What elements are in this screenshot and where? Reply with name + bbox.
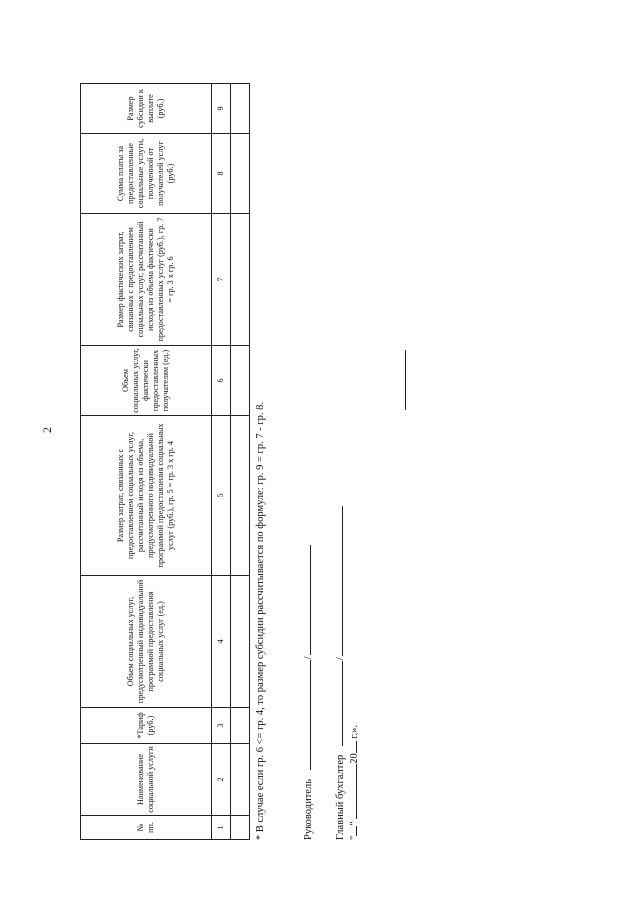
column-number-cell: 6	[212, 346, 231, 416]
table-row	[231, 84, 250, 840]
page-number: 2	[40, 427, 54, 433]
column-number-cell: 5	[212, 416, 231, 576]
table-cell	[231, 134, 250, 214]
header-cell-subsidy: Размер субсидии к выплате (руб.)	[81, 84, 212, 134]
director-slash: /	[303, 656, 314, 660]
column-number-cell: 4	[212, 576, 231, 708]
date-close-quote: "	[349, 821, 360, 826]
date-century: 20	[349, 753, 360, 764]
accountant-name-field	[332, 506, 343, 656]
date-day-field	[346, 826, 357, 836]
column-number-cell: 1	[212, 816, 231, 840]
date-suffix: г.».	[349, 725, 360, 739]
header-cell-actual-volume: Объем социальных услуг, фактически предоставленных получателям (ед.)	[81, 346, 212, 416]
accountant-label: Главный бухгалтер	[335, 754, 346, 840]
table-cell	[231, 708, 250, 744]
director-signature-line	[300, 545, 314, 840]
table-cell	[231, 816, 250, 840]
header-cell-number: № пп.	[81, 816, 212, 840]
footnote: * В случае если гр. 6 <= гр. 4, то размер субсидии рассчитывается по формуле: гр. 9 = гр. 7 - гр. 8.	[255, 401, 266, 840]
director-label: Руководитель	[303, 779, 314, 840]
stray-line	[405, 350, 406, 410]
director-name-field	[300, 545, 311, 655]
header-cell-service-name: Наименование социальной услуги	[81, 744, 212, 816]
table-cell	[231, 416, 250, 576]
date-year-field	[346, 741, 357, 753]
table-cell	[231, 214, 250, 346]
table-cell	[231, 744, 250, 816]
header-cell-planned-volume: Объем социальных услуг, предусмотренный индивидуальной программой предоставления социальных услуг (ед.)	[81, 576, 212, 708]
header-cell-tariff: *Тариф (руб.)	[81, 708, 212, 744]
table-cell	[231, 576, 250, 708]
table-cell	[231, 346, 250, 416]
header-row	[81, 84, 212, 840]
header-cell-actual-cost: Размер фактических затрат, связанных с предоставлением социальных услуг, рассчитанный исходя из объема фактически предоставленных услуг (руб.), гр. 7 = гр. 3 x гр. 6	[81, 214, 212, 346]
column-number-cell: 2	[212, 744, 231, 816]
header-cell-payment-received: Сумма платы за предоставленные социальные услуги, полученной от получателей услуг (руб.)	[81, 134, 212, 214]
date-open-quote: "	[349, 835, 360, 840]
column-number-cell: 3	[212, 708, 231, 744]
column-number-cell: 8	[212, 134, 231, 214]
header-cell-planned-cost: Размер затрат, связанных с предоставлением социальных услуг, рассчитанный исходя из объема, предусмотренного индивидуальной программой предоставления социальных услуг (руб.), гр. 5 = гр. 3 x гр. 4	[81, 416, 212, 576]
report-form	[72, 80, 572, 840]
column-numbers-row	[212, 84, 231, 840]
table-cell	[231, 84, 250, 134]
accountant-slash: /	[335, 657, 346, 661]
date-month-field	[346, 764, 357, 819]
director-signature-field	[300, 660, 311, 770]
column-number-cell: 9	[212, 84, 231, 134]
subsidy-table	[80, 83, 250, 840]
accountant-signature-line	[332, 506, 346, 840]
accountant-signature-field	[332, 661, 343, 746]
column-number-cell: 7	[212, 214, 231, 346]
date-line	[346, 725, 360, 840]
